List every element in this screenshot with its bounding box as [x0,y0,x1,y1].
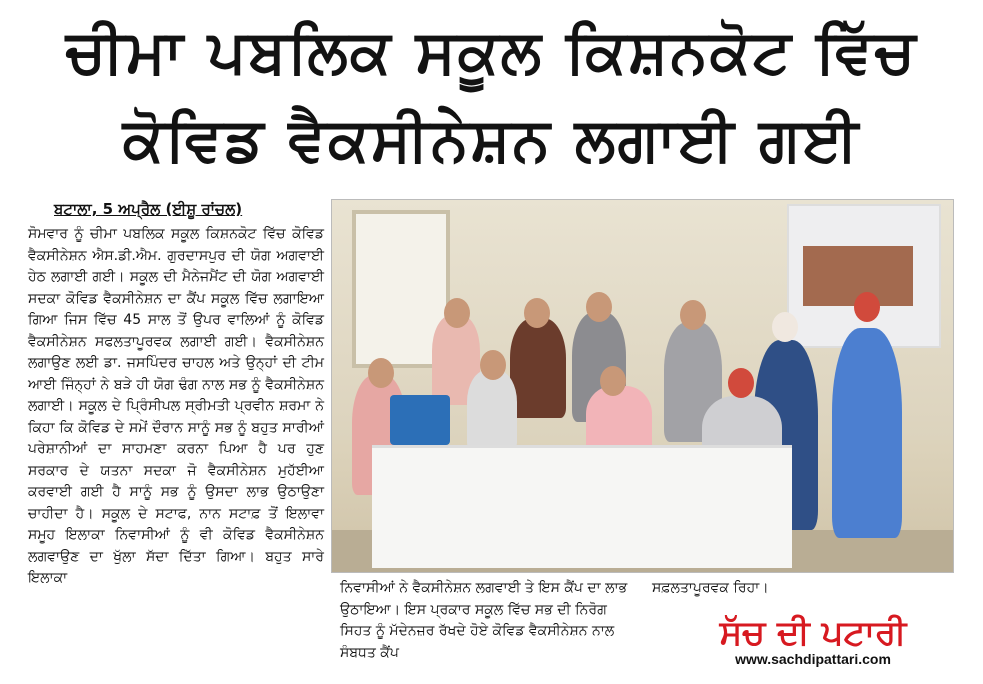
site-url[interactable]: www.sachdipattari.com [735,651,891,667]
photo-person [832,328,902,538]
photo-person-head [854,292,880,322]
photo-person-head [680,300,706,330]
dateline: ਬਟਾਲਾ, 5 ਅਪ੍ਰੈਲ (ਈਸ਼ੂ ਰਾਂਚਲ) [54,200,243,218]
photo-banner [787,204,941,348]
photo-person-head [728,368,754,398]
headline-line-2: ਕੋਵਿਡ ਵੈਕਸੀਨੇਸ਼ਨ ਲਗਾਈ ਗਈ [122,105,861,175]
photo-table [372,445,792,568]
article-continuation-col3: ਸਫ਼ਲਤਾਪੂਰਵਕ ਰਿਹਾ। [652,580,769,596]
article-continuation-col2: ਨਿਵਾਸੀਆਂ ਨੇ ਵੈਕਸੀਨੇਸ਼ਨ ਲਗਵਾਈ ਤੇ ਇਸ ਕੈਂਪ ਦਾ ਲਾਭ ਉਠਾਇਆ। ਇਸ ਪ੍ਰਕਾਰ ਸਕੂਲ ਵਿੱਚ ਸਭ ਦੀ ਨਿਰੋਗ ਸਿਹਤ ਨੂੰ ਮੱਦੇਨਜ਼ਰ ਰੱਖਦੇ ਹੋਏ ਕੋਵਿਡ ਵੈਕਸੀਨੇਸ਼ਨ ਨਾਲ ਸੰਬਧਤ ਕੈਂਪ [340,580,628,661]
photo-person-head [586,292,612,322]
photo-person-head [524,298,550,328]
vaccine-box [390,395,450,445]
brand-logo: ਸੱਚ ਦੀ ਪਟਾਰੀ [719,613,907,653]
photo-person-head [368,358,394,388]
photo-person-head [444,298,470,328]
photo-person-head [480,350,506,380]
vaccination-photo [331,199,954,573]
headline-line-1: ਚੀਮਾ ਪਬਲਿਕ ਸਕੂਲ ਕਿਸ਼ਨਕੋਟ ਵਿੱਚ [65,17,918,87]
photo-person [510,318,566,418]
photo-person-head [772,312,798,342]
headline [0,8,983,184]
photo-person [467,370,517,450]
photo-person-head [600,366,626,396]
article-body: ਸੋਮਵਾਰ ਨੂੰ ਚੀਮਾ ਪਬਲਿਕ ਸਕੂਲ ਕਿਸ਼ਨਕੋਟ ਵਿੱਚ ਕੋਵਿਡ ਵੈਕਸੀਨੇਸ਼ਨ ਐਸ.ਡੀ.ਐਮ. ਗੁਰਦਾਸਪੁਰ ਦੀ ਯੋਗ ਅਗਵਾਈ ਹੇਠ ਲਗਾਈ ਗਈ। ਸਕੂਲ ਦੀ ਮੈਨੇਜਮੈਂਟ ਦੀ ਯੋਗ ਅਗਵਾਈ ਸਦਕਾ ਕੋਵਿਡ ਵੈਕਸੀਨੇਸ਼ਨ ਦਾ ਕੈਂਪ ਸਕੂਲ ਵਿੱਚ ਲਗਾਇਆ ਗਿਆ ਜਿਸ ਵਿੱਚ 45 ਸਾਲ ਤੋਂ ਉਪਰ ਵਾਲਿਆਂ ਨੂੰ ਕੋਵਿਡ ਵੈਕਸੀਨੇਸ਼ਨ ਸਫਲਤਾਪੂਰਵਕ ਲਗਾਈ ਗਈ। ਵੈਕਸੀਨੇਸ਼ਨ ਲਗਾਉਣ ਲਈ ਡਾ. ਜਸਪਿੰਦਰ ਚਾਹਲ ਅਤੇ ਉਨ੍ਹਾਂ ਦੀ ਟੀਮ ਆਈ ਜਿੰਨ੍ਹਾਂ ਨੇ ਬੜੇ ਹੀ ਯੋਗ ਢੰਗ ਨਾਲ ਸਭ ਨੂੰ ਵੈਕਸੀਨੇਸ਼ਨ ਲਗਾਈ। ਸਕੂਲ ਦੇ ਪ੍ਰਿੰਸੀਪਲ ਸ੍ਰੀਮਤੀ ਪ੍ਰਵੀਨ ਸ਼ਰਮਾ ਨੇ ਕਿਹਾ ਕਿ ਕੋਵਿਡ ਦੇ ਸਮੇਂ ਦੌਰਾਨ ਸਾਨੂੰ ਸਭ ਨੂੰ ਬਹੁਤ ਸਾਰੀਆਂ ਪਰੇਸ਼ਾਨੀਆਂ ਦਾ ਸਾਹਮਣਾ ਕਰਨਾ ਪਿਆ ਹੈ ਪਰ ਹੁਣ ਸਰਕਾਰ ਦੇ ਯਤਨਾ ਸਦਕਾ ਜੋ ਵੈਕਸੀਨੇਸ਼ਨ ਮੁਹੱਈਆ ਕਰਵਾਈ ਗਈ ਹੈ ਸਾਨੂੰ ਸਭ ਨੂੰ ਉਸਦਾ ਲਾਭ ਉਠਾਉਣਾ ਚਾਹੀਦਾ ਹੈ। ਸਕੂਲ ਦੇ ਸਟਾਫ, ਨਾਨ ਸਟਾਫ਼ ਤੋਂ ਇਲਾਵਾ ਸਮੂਹ ਇਲਾਕਾ ਨਿਵਾਸੀਆਂ ਨੂੰ ਵੀ ਕੋਵਿਡ ਵੈਕਸੀਨੇਸ਼ਨ ਲਗਵਾਉਣ ਦਾ ਖੁੱਲਾ ਸੱਦਾ ਦਿੱਤਾ ਗਿਆ। ਬਹੁਤ ਸਾਰੇ ਇਲਾਕਾ [28,226,324,586]
